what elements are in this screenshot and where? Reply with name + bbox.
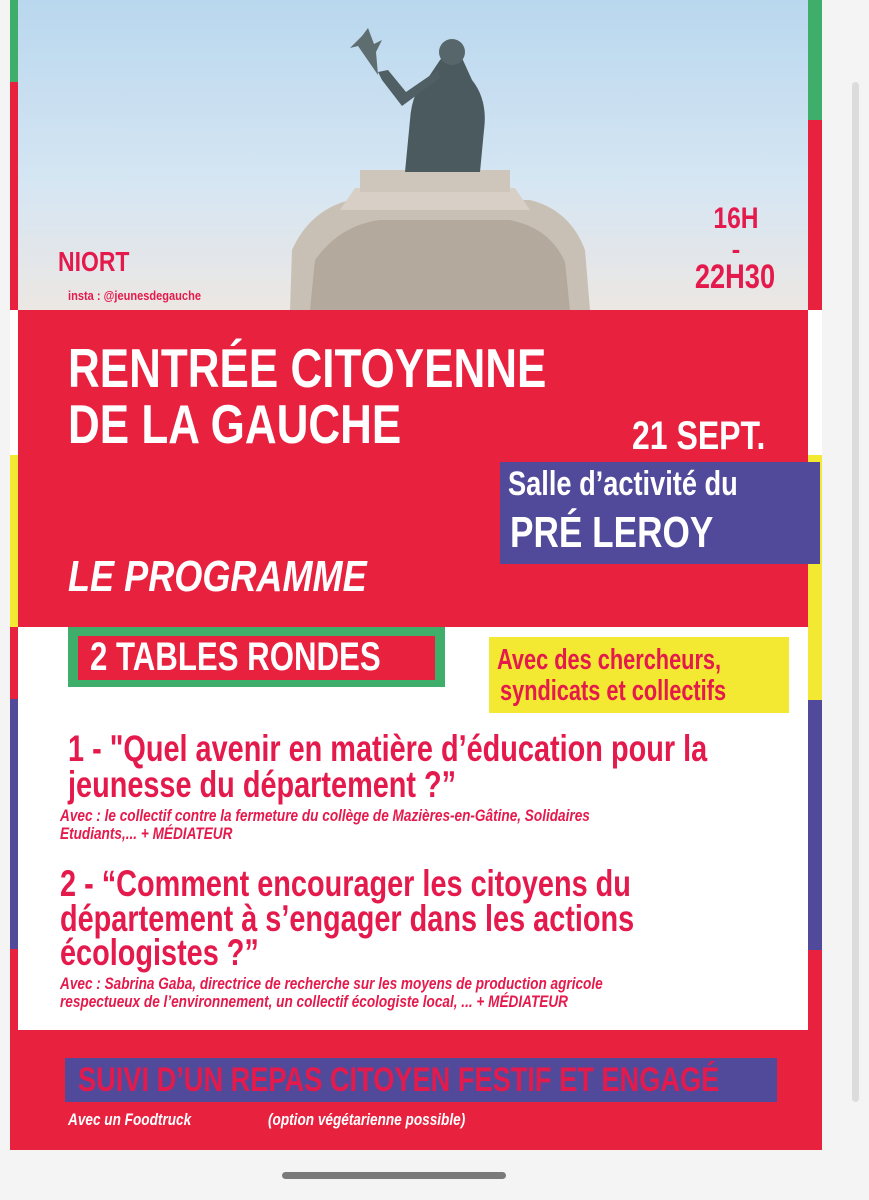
round2-title-line1: 2 - “Comment encourager les citoyens du	[60, 863, 631, 904]
meal-banner-label: SUIVI D’UN REPAS CITOYEN FESTIF ET ENGAGÉ	[78, 1061, 720, 1099]
round2-guests-line1: Avec : Sabrina Gaba, directrice de recherche sur les moyens de production agricole	[60, 974, 603, 993]
researchers-line1: Avec des chercheurs,	[497, 644, 722, 676]
time-start: 16H	[713, 202, 759, 235]
foodtruck-note: Avec un Foodtruck	[68, 1110, 192, 1129]
round2-guests-line2: respectueux de l’environnement, un collectif écologiste local, ... + MÉDIATEUR	[60, 992, 568, 1011]
vegetarian-note: (option végétarienne possible)	[268, 1110, 466, 1129]
time-end: 22H30	[694, 258, 776, 296]
time-separator: -	[731, 234, 741, 264]
city-label: NIORT	[58, 246, 130, 277]
event-title-line2: DE LA GAUCHE	[68, 393, 402, 455]
scrollbar[interactable]	[852, 82, 859, 1102]
round1-guests-line1: Avec : le collectif contre la fermeture du collège de Mazières-en-Gâtine, Solidaires	[60, 806, 590, 825]
event-poster	[10, 0, 822, 1150]
event-date: 21 SEPT.	[632, 414, 766, 458]
round2-title-line3: écologistes ?”	[60, 932, 259, 973]
researchers-line2: syndicats et collectifs	[500, 675, 727, 707]
programme-heading: LE PROGRAMME	[68, 552, 367, 601]
round1-title-line2: jeunesse du département ?”	[68, 764, 457, 805]
home-indicator[interactable]	[282, 1172, 506, 1179]
round2-title-line2: département à s’engager dans les actions	[60, 898, 635, 939]
tables-badge-label: 2 TABLES RONDES	[90, 635, 381, 679]
instagram-handle: insta : @jeunesdegauche	[68, 288, 201, 303]
event-title-line1: RENTRÉE CITOYENNE	[68, 337, 547, 399]
round1-guests-line2: Etudiants,... + MÉDIATEUR	[60, 824, 233, 843]
round1-title-line1: 1 - "Quel avenir en matière d’éducation pour la	[68, 728, 708, 769]
venue-line2: PRÉ LEROY	[510, 508, 714, 557]
venue-line1: Salle d’activité du	[508, 465, 738, 503]
